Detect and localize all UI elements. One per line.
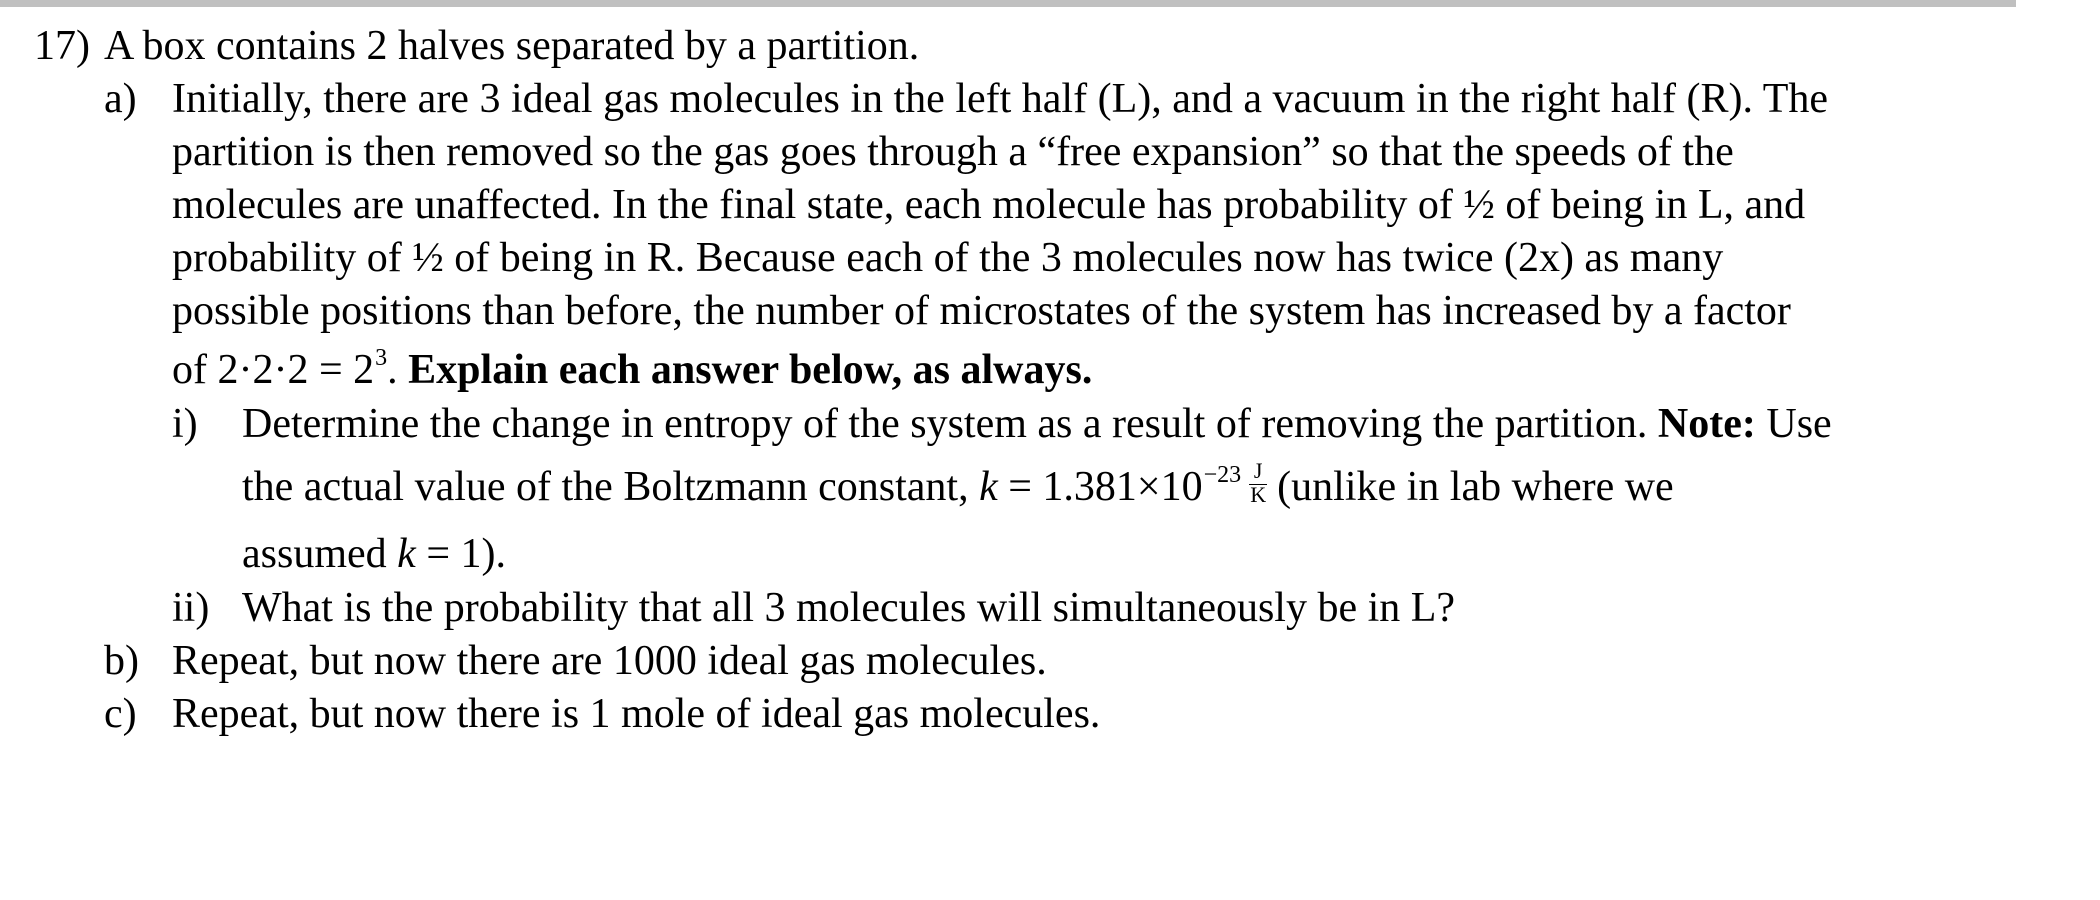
part-a-label: a)	[104, 76, 137, 122]
part-a-i-line-3-text: assumed	[242, 531, 398, 577]
unit-fraction	[1247, 458, 1269, 508]
part-a-line-6-mid: .	[387, 347, 409, 393]
part-b-label: b)	[104, 638, 139, 684]
part-a-line-1: Initially, there are 3 ideal gas molecules in the left half (L), and a vacuum in the right half (R). The	[172, 76, 1829, 122]
part-a-line-3: molecules are unaffected. In the final state, each molecule has probability of ½ of being in L, and	[172, 182, 1806, 228]
microstate-exponent: 3	[375, 345, 388, 371]
question-number: 17)	[34, 23, 90, 69]
part-c-label: c)	[104, 691, 137, 737]
part-a-i-line-3-tail: ).	[481, 531, 506, 577]
part-a-i-line-2-tail: (unlike in lab where we	[1277, 464, 1674, 510]
part-a-i-line-2	[242, 458, 1674, 520]
note-label: Note:	[1657, 401, 1756, 447]
part-a-line-5: possible positions than before, the number of microstates of the system has increased by a factor	[172, 288, 1791, 334]
assumed-k-symbol: k	[397, 531, 416, 577]
part-a-i-line-1-tail: Use	[1755, 401, 1832, 447]
boltzmann-value: = 1.381×10	[997, 464, 1203, 510]
boltzmann-exponent: −23	[1203, 462, 1242, 488]
part-b-text: Repeat, but now there are 1000 ideal gas molecules.	[172, 638, 1047, 684]
part-a-i-label: i)	[172, 401, 198, 447]
part-a-line-6	[172, 344, 1092, 403]
question-stem: A box contains 2 halves separated by a partition.	[104, 23, 920, 69]
part-a-i-line-1	[242, 398, 1832, 451]
part-a-i-line-2-text: the actual value of the Boltzmann constant,	[242, 464, 980, 510]
part-a-line-4: probability of ½ of being in R. Because each of the 3 molecules now has twice (2x) as many	[172, 235, 1724, 281]
unit-denominator: K	[1250, 482, 1267, 507]
microstate-factor: 2·2·2 = 2	[217, 347, 375, 393]
part-a-ii-label: ii)	[172, 585, 210, 631]
assumed-k-value: = 1	[415, 531, 482, 577]
boltzmann-k-symbol: k	[979, 464, 998, 510]
explain-instruction: Explain each answer below, as always.	[408, 347, 1093, 393]
part-a-i-line-3	[242, 528, 506, 581]
part-a-line-6-prefix: of	[172, 347, 218, 393]
part-a-line-2: partition is then removed so the gas goes through a “free expansion” so that the speeds of the	[172, 129, 1734, 175]
part-a-i-line-1-text: Determine the change in entropy of the system as a result of removing the partition.	[242, 401, 1658, 447]
unit-numerator: J	[1253, 458, 1263, 483]
part-a-ii-text: What is the probability that all 3 molecules will simultaneously be in L?	[242, 585, 1456, 631]
part-c-text: Repeat, but now there is 1 mole of ideal gas molecules.	[172, 691, 1101, 737]
